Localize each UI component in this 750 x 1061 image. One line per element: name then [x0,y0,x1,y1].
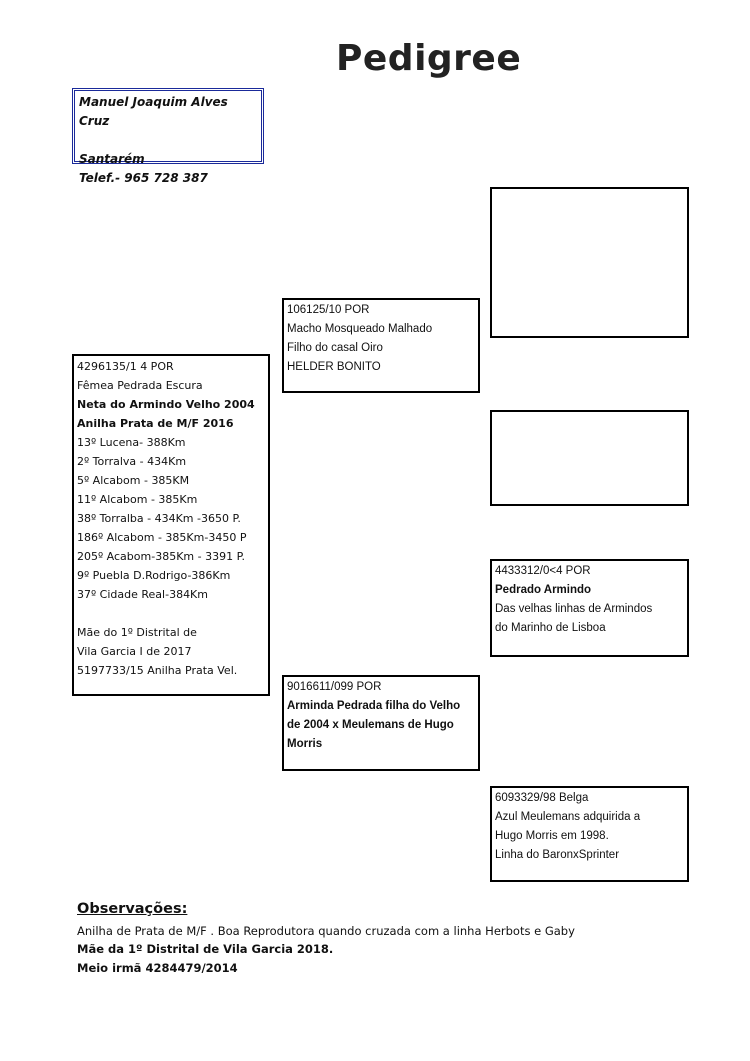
sire-line: HELDER BONITO [287,361,381,373]
dam-dam-line: Azul Meulemans adquirida a [495,811,641,823]
dam-sire-line: do Marinho de Lisboa [495,622,606,634]
sire-box [282,298,480,393]
dam-line: de 2004 x Meulemans de Hugo [287,719,454,731]
observations-section [77,900,717,977]
bird-box [72,354,270,696]
result-item: 186º Alcabom - 385Km-3450 P [77,531,247,544]
dam-sire-ring: 4433312/0<4 POR [495,565,591,577]
sire-line: Macho Mosqueado Malhado [287,323,433,335]
observations-line: Mãe da 1º Distrital de Vila Garcia 2018. [77,942,334,956]
result-item: 205º Acabom-385Km - 3391 P. [77,550,245,563]
dam-dam-box [490,786,689,882]
dam-box [282,675,480,771]
bird-results [77,433,265,604]
observations-heading: Observações: [77,901,188,917]
sire-ring: 106125/10 POR [287,304,370,316]
sire-sire-box [490,187,689,338]
owner-phone: Telef.- 965 728 387 [79,171,208,185]
dam-sire-line: Das velhas linhas de Armindos [495,603,653,615]
observations-line: Anilha de Prata de M/F . Boa Reprodutora quando cruzada com a linha Herbots e Gaby [77,923,575,938]
observations-line: Meio irmã 4284479/2014 [77,960,238,975]
result-item: 38º Torralba - 434Km -3650 P. [77,512,241,525]
result-item: 13º Lucena- 388Km [77,436,186,449]
page-title: Pedigree [336,38,522,79]
sire-line: Filho do casal Oiro [287,342,383,354]
dam-sire-name: Pedrado Armindo [495,584,592,596]
dam-line: Morris [287,738,323,750]
dam-dam-line: Linha do BaronxSprinter [495,849,620,861]
dam-line: Arminda Pedrada filha do Velho [287,700,461,712]
dam-dam-line: Hugo Morris em 1998. [495,830,609,842]
dam-dam-ring: 6093329/98 Belga [495,792,589,804]
bird-ring: 4296135/1 4 POR [77,360,174,373]
result-item: 11º Alcabom - 385Km [77,493,198,506]
bird-note: Mãe do 1º Distrital de [77,626,197,639]
owner-city: Santarém [79,152,145,166]
result-item: 2º Torralva - 434Km [77,455,187,468]
bird-description: Fêmea Pedrada Escura [77,379,203,392]
dam-ring: 9016611/099 POR [287,681,382,693]
owner-box [72,88,264,185]
bird-award: Anilha Prata de M/F 2016 [77,417,234,430]
bird-note: 5197733/15 Anilha Prata Vel. [77,664,238,677]
sire-dam-box [490,410,689,506]
owner-name: Manuel Joaquim Alves Cruz [79,95,228,128]
bird-lineage: Neta do Armindo Velho 2004 [77,398,255,411]
bird-note: Vila Garcia I de 2017 [77,645,192,658]
result-item: 9º Puebla D.Rodrigo-386Km [77,569,231,582]
dam-sire-box [490,559,689,657]
result-item: 5º Alcabom - 385KM [77,474,190,487]
result-item: 37º Cidade Real-384Km [77,588,208,601]
